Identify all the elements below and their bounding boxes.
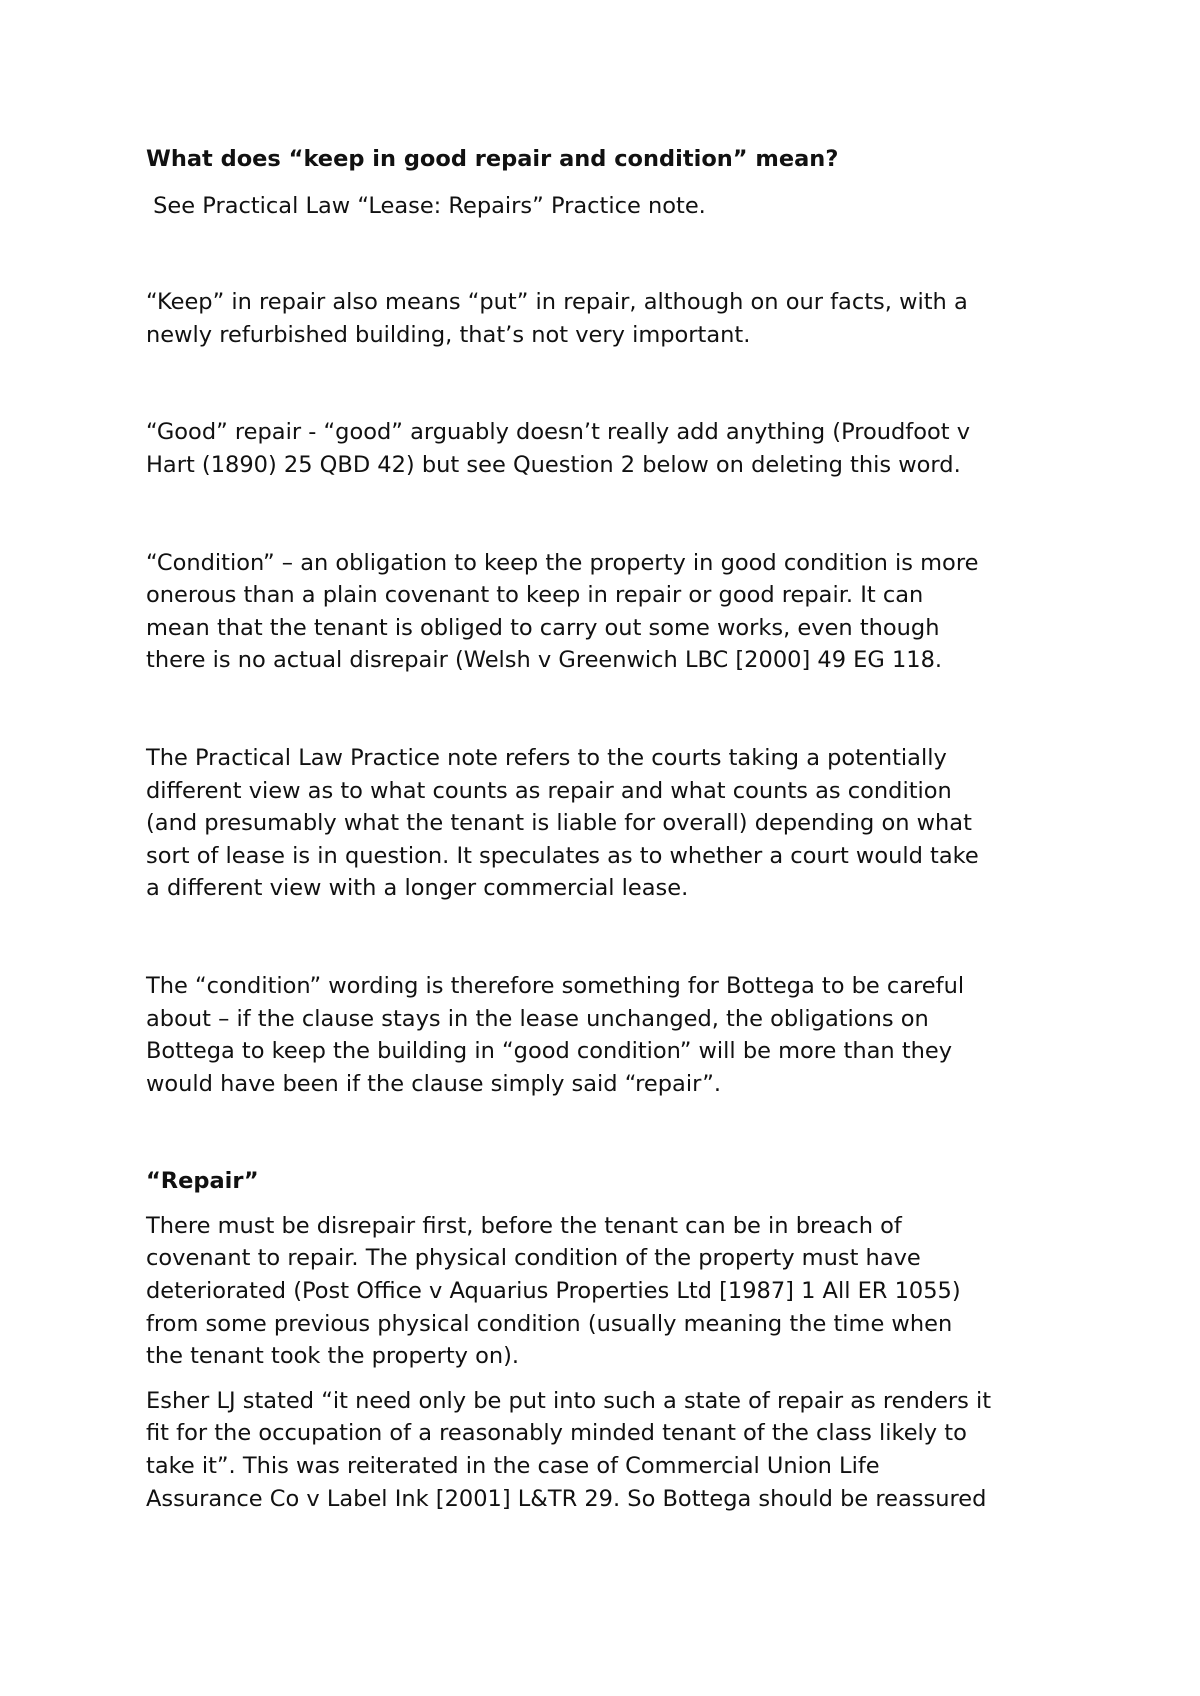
heading-text: What does “keep in good repair and condition” mean? bbox=[146, 146, 839, 172]
text-line: (and presumably what the tenant is liable for overall) depending on what bbox=[146, 810, 972, 837]
paragraph-good bbox=[146, 416, 1066, 481]
text-line: Bottega to keep the building in “good condition” will be more than they bbox=[146, 1038, 953, 1065]
text-line: different view as to what counts as repair and what counts as condition bbox=[146, 777, 952, 804]
section-heading-repair bbox=[146, 1165, 1066, 1198]
section-heading-keep-in-good-repair bbox=[146, 143, 1066, 176]
text-line: take it”. This was reiterated in the case of Commercial Union Life bbox=[146, 1453, 880, 1480]
text-line: onerous than a plain covenant to keep in repair or good repair. It can bbox=[146, 582, 924, 609]
text-line: sort of lease is in question. It speculates as to whether a court would take bbox=[146, 842, 979, 869]
text-line: Assurance Co v Label Ink [2001] L&TR 29. So Bottega should be reassured bbox=[146, 1485, 987, 1512]
text-line: Hart (1890) 25 QBD 42) but see Question 2 below on deleting this word. bbox=[146, 451, 961, 478]
text-line: Esher LJ stated “it need only be put into such a state of repair as renders it bbox=[146, 1387, 992, 1414]
text-line: a different view with a longer commercial lease. bbox=[146, 875, 689, 902]
text-line: covenant to repair. The physical condition of the property must have bbox=[146, 1245, 921, 1272]
text-line: “Condition” – an obligation to keep the property in good condition is more bbox=[146, 549, 979, 576]
text-line: The Practical Law Practice note refers to the courts taking a potentially bbox=[146, 744, 947, 771]
text-line: the tenant took the property on). bbox=[146, 1343, 520, 1370]
practice-note-reference bbox=[146, 190, 1066, 223]
text-line: mean that the tenant is obliged to carry out some works, even though bbox=[146, 614, 940, 641]
paragraph-esher bbox=[146, 1385, 1066, 1515]
text-line: “Keep” in repair also means “put” in repair, although on our facts, with a bbox=[146, 289, 968, 316]
text-line: fit for the occupation of a reasonably minded tenant of the class likely to bbox=[146, 1420, 967, 1447]
text-line: from some previous physical condition (usually meaning the time when bbox=[146, 1310, 953, 1337]
text-line: The “condition” wording is therefore something for Bottega to be careful bbox=[146, 972, 965, 999]
text-line: There must be disrepair first, before the tenant can be in breach of bbox=[146, 1212, 902, 1239]
text-line: deteriorated (Post Office v Aquarius Properties Ltd [1987] 1 All ER 1055) bbox=[146, 1278, 961, 1305]
paragraph-disrepair bbox=[146, 1210, 1066, 1373]
text-line: there is no actual disrepair (Welsh v Greenwich LBC [2000] 49 EG 118. bbox=[146, 647, 943, 674]
paragraph-condition bbox=[146, 547, 1066, 677]
document-body bbox=[146, 143, 1066, 1515]
reference-text: See Practical Law “Lease: Repairs” Practice note. bbox=[146, 192, 706, 219]
text-line: would have been if the clause simply said “repair”. bbox=[146, 1070, 722, 1097]
paragraph-bottega-condition bbox=[146, 970, 1066, 1100]
text-line: “Good” repair - “good” arguably doesn’t really add anything (Proudfoot v bbox=[146, 419, 971, 446]
text-line: about – if the clause stays in the lease unchanged, the obligations on bbox=[146, 1005, 929, 1032]
heading-text: “Repair” bbox=[146, 1168, 259, 1195]
paragraph-practice-note bbox=[146, 742, 1066, 905]
text-line: newly refurbished building, that’s not very important. bbox=[146, 321, 751, 348]
paragraph-keep bbox=[146, 286, 1066, 351]
